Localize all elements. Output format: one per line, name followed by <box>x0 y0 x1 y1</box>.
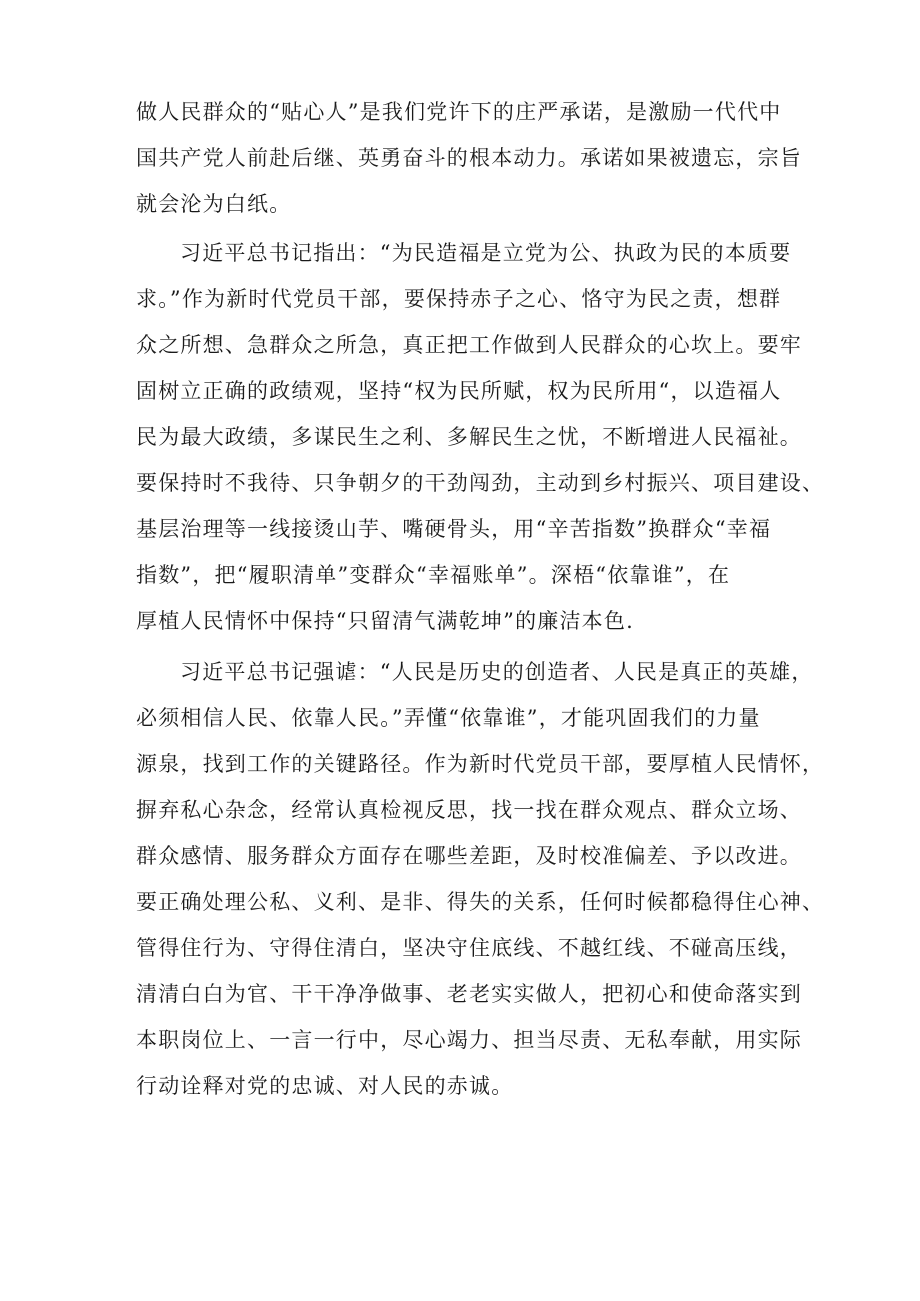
text-line: 要保持时不我待、只争朝夕的干劲闯劲，主动到乡村振兴、项目建设、 <box>136 471 825 495</box>
text-line: 行动诠释对党的忠诚、对人民的赤诚。 <box>136 1074 514 1098</box>
text-line: 群众感情、服务群众方面存在哪些差距，及时校准偏差、予以改进。 <box>136 844 802 868</box>
text-line: 指数”，把“履职清单”变群众“幸福账单”。深梧“依靠谁”，在 <box>136 563 731 587</box>
text-line: 习近平总书记指出：“为民造福是立党为公、执政为民的本质要 <box>180 241 792 265</box>
text-line: 必须相信人民、依靠人民。”弄懂“依靠谁”，才能巩固我们的力量 <box>136 706 761 730</box>
text-line: 做人民群众的“贴心人”是我们党许下的庄严承诺，是激励一代代中 <box>136 100 782 124</box>
text-line: 摒弃私心杂念，经常认真检视反思，找一找在群众观点、群众立场、 <box>136 798 802 822</box>
text-line: 求。”作为新时代党员干部，要保持赤子之心、恪守为民之责，想群 <box>136 287 782 311</box>
text-line: 习近平总书记强谑：“人民是历史的创造者、人民是真正的英雄， <box>180 660 814 684</box>
text-line: 要正确处理公私、义利、是非、得失的关系，任何时候都稳得住心神、 <box>136 890 825 914</box>
text-line: 清清白白为官、干干净净做事、老老实实做人，把初心和使命落实到 <box>136 982 802 1006</box>
text-line: 源泉，找到工作的关键路径。作为新时代党员干部，要厚植人民情怀， <box>136 752 825 776</box>
text-line: 民为最大政绩，多谋民生之利、多解民生之忧，不断增进人民福祉。 <box>136 425 802 449</box>
text-line: 众之所想、急群众之所急，真正把工作做到人民群众的心坎上。要牢 <box>136 333 802 357</box>
text-line: 管得住行为、守得住清白，坚决守住底线、不越红线、不碰高压线， <box>136 936 802 960</box>
text-line: 厚植人民情怀中保持“只留清气满乾坤”的廉洁本色. <box>136 609 634 633</box>
text-line: 就会沦为白纸。 <box>136 192 292 216</box>
text-line: 本职岗位上、一言一行中，尽心竭力、担当尽责、无私奉献，用实际 <box>136 1028 802 1052</box>
text-line: 固树立正确的政绩观，坚持“权为民所赋，权为民所用“，以造福人 <box>136 379 782 403</box>
text-line: 基层治理等一线接烫山芋、嘴硬骨头，用“辛苦指数”换群众“幸福 <box>136 517 772 541</box>
text-line: 国共产党人前赴后继、英勇奋斗的根本动力。承诺如果被遗忘，宗旨 <box>136 146 802 170</box>
